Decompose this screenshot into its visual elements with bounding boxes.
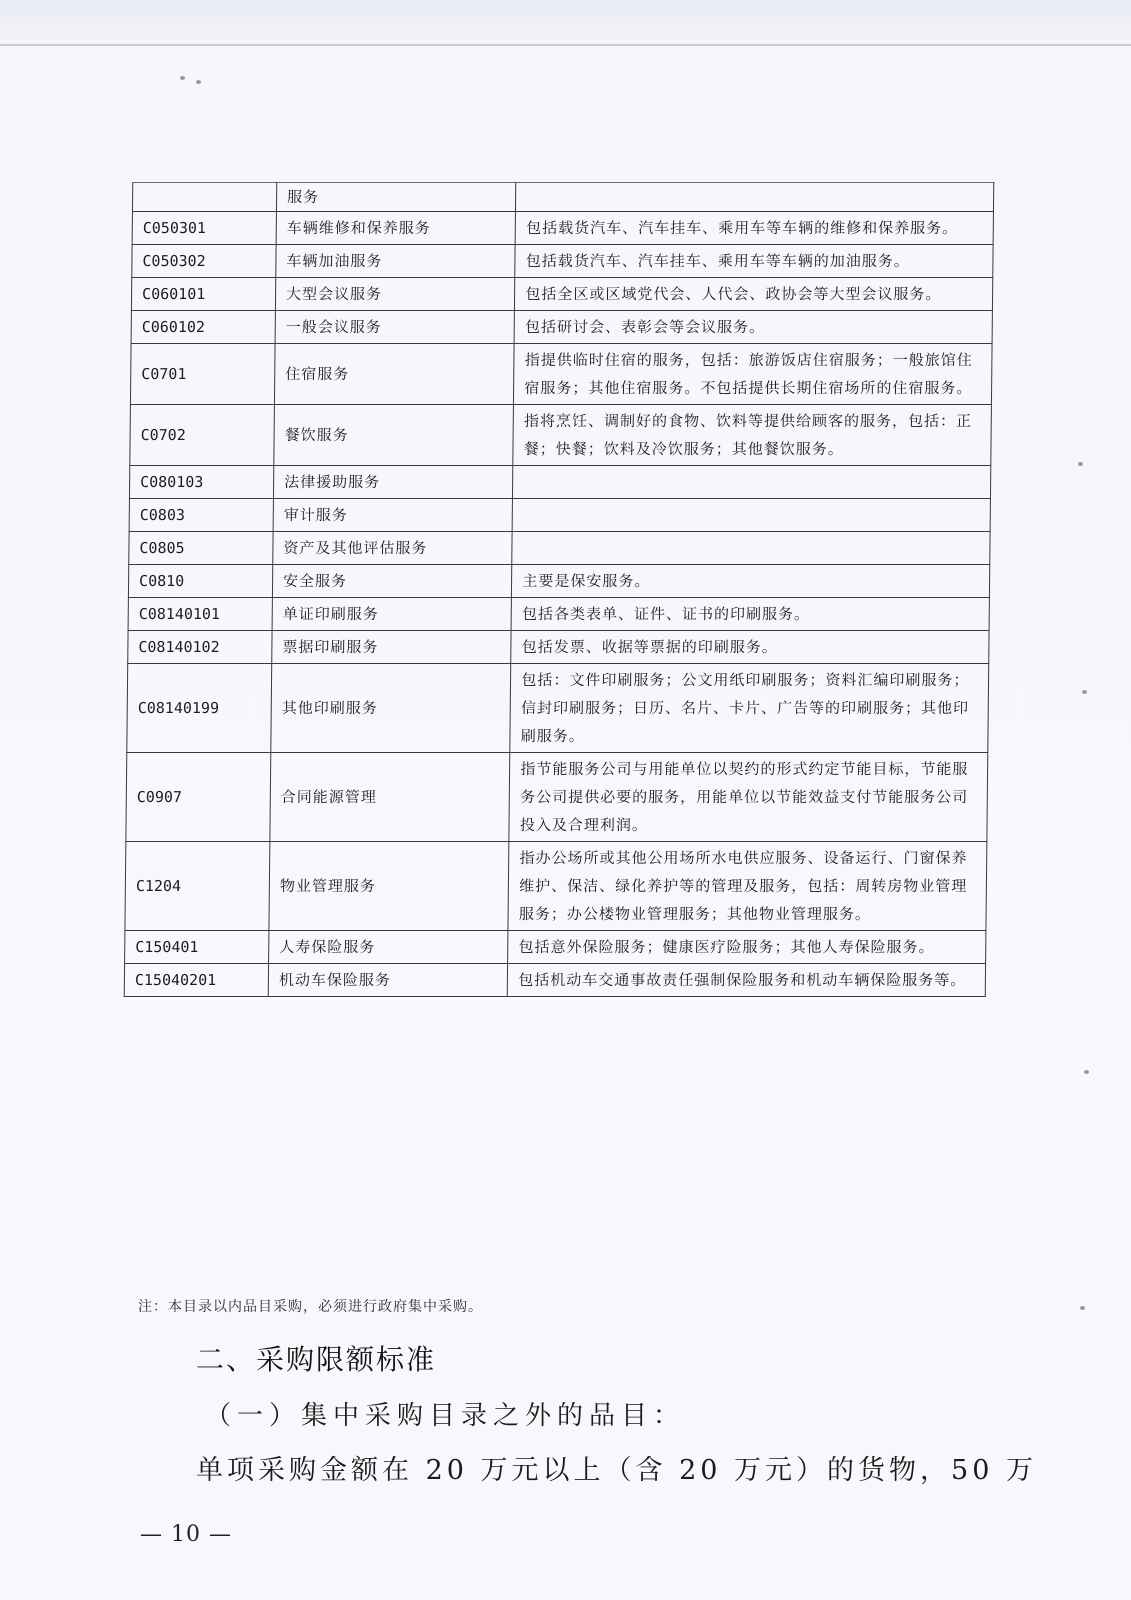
row-name: 资产及其他评估服务 — [273, 532, 513, 565]
row-code: C08140101 — [128, 598, 272, 631]
procurement-catalog-table — [124, 182, 995, 997]
row-code: C08140199 — [127, 664, 272, 753]
row-code: C0803 — [129, 499, 273, 532]
row-desc: 包括全区或区域党代会、人代会、政协会等大型会议服务。 — [515, 278, 993, 311]
table-row — [129, 532, 990, 565]
row-name: 合同能源管理 — [270, 753, 510, 842]
subsection-heading: （一）集中采购目录之外的品目： — [205, 1401, 686, 1431]
table-row — [132, 245, 993, 278]
row-code: C060102 — [131, 311, 275, 344]
row-name: 人寿保险服务 — [269, 931, 509, 964]
table-row-header-continuation — [132, 183, 993, 212]
row-code: C050301 — [132, 212, 276, 245]
row-code: C1204 — [125, 842, 270, 931]
row-desc — [513, 466, 991, 499]
row-code: C15040201 — [124, 964, 268, 997]
scan-speck — [196, 80, 201, 84]
table-footnote: 注：本目录以内品目采购，必须进行政府集中采购。 — [138, 1299, 483, 1315]
row-desc: 包括：文件印刷服务；公文用纸印刷服务；资料汇编印刷服务；信封印刷服务；日历、名片、卡片、广告等的印刷服务；其他印刷服务。 — [510, 664, 989, 753]
row-desc: 指办公场所或其他公用场所水电供应服务、设备运行、门窗保养维护、保洁、绿化养护等的管理及服务，包括：周转房物业管理服务；办公楼物业管理服务；其他物业管理服务。 — [508, 842, 987, 931]
row-desc: 主要是保安服务。 — [512, 565, 990, 598]
table-cell-name: 服务 — [276, 183, 516, 212]
scan-speck — [1082, 690, 1087, 694]
row-desc: 包括载货汽车、汽车挂车、乘用车等车辆的维修和保养服务。 — [515, 212, 993, 245]
table-row — [128, 565, 989, 598]
row-code: C050302 — [132, 245, 276, 278]
page-number: — 10 — — [140, 1522, 232, 1547]
row-code: C0805 — [129, 532, 273, 565]
table-row — [131, 278, 992, 311]
table-row — [132, 212, 993, 245]
table-row — [124, 964, 985, 997]
table-row — [126, 753, 988, 842]
table-row — [129, 499, 990, 532]
row-code: C0810 — [128, 565, 272, 598]
table-row — [130, 344, 992, 405]
row-desc: 包括研讨会、表彰会等会议服务。 — [514, 311, 992, 344]
table-cell-code — [132, 183, 276, 212]
scan-speck — [1080, 1306, 1085, 1310]
row-name: 机动车保险服务 — [268, 964, 508, 997]
row-name: 物业管理服务 — [269, 842, 509, 931]
row-name: 单证印刷服务 — [272, 598, 512, 631]
table-row — [127, 664, 989, 753]
row-desc: 包括意外保险服务；健康医疗险服务；其他人寿保险服务。 — [508, 931, 986, 964]
section-heading: 二、采购限额标准 — [196, 1343, 437, 1376]
body-paragraph: 单项采购金额在 20 万元以上（含 20 万元）的货物，50 万 — [196, 1455, 1037, 1486]
row-name: 车辆加油服务 — [276, 245, 516, 278]
row-desc: 包括各类表单、证件、证书的印刷服务。 — [511, 598, 989, 631]
scan-speck — [1078, 462, 1083, 466]
table-row — [125, 842, 987, 931]
row-name: 车辆维修和保养服务 — [276, 212, 516, 245]
row-desc: 指将烹饪、调制好的食物、饮料等提供给顾客的服务，包括：正餐；快餐；饮料及冷饮服务；其他餐饮服务。 — [513, 405, 991, 466]
row-name: 一般会议服务 — [275, 311, 515, 344]
row-code: C0702 — [130, 405, 275, 466]
table-cell-desc — [516, 183, 994, 212]
scan-speck — [180, 76, 185, 80]
row-name: 住宿服务 — [274, 344, 514, 405]
table-row — [128, 631, 989, 664]
row-name: 票据印刷服务 — [272, 631, 512, 664]
table-row — [125, 931, 986, 964]
scan-speck — [1084, 1070, 1089, 1074]
table-row — [130, 405, 992, 466]
row-name: 法律援助服务 — [273, 466, 513, 499]
row-name: 大型会议服务 — [275, 278, 515, 311]
row-desc — [512, 499, 990, 532]
row-desc: 包括发票、收据等票据的印刷服务。 — [511, 631, 989, 664]
row-code: C08140102 — [128, 631, 272, 664]
row-code: C0907 — [126, 753, 271, 842]
row-name: 安全服务 — [272, 565, 512, 598]
row-name: 其他印刷服务 — [271, 664, 511, 753]
row-code: C0701 — [130, 344, 275, 405]
row-code: C080103 — [129, 466, 273, 499]
row-name: 审计服务 — [273, 499, 513, 532]
row-desc — [512, 532, 990, 565]
scan-edge-line — [0, 44, 1131, 46]
row-desc: 包括载货汽车、汽车挂车、乘用车等车辆的加油服务。 — [515, 245, 993, 278]
row-code: C150401 — [125, 931, 269, 964]
table-row — [129, 466, 990, 499]
row-code: C060101 — [131, 278, 275, 311]
row-desc: 指节能服务公司与用能单位以契约的形式约定节能目标，节能服务公司提供必要的服务，用能单位以节能效益支付节能服务公司投入及合理利润。 — [509, 753, 988, 842]
row-name: 餐饮服务 — [274, 405, 514, 466]
row-desc: 包括机动车交通事故责任强制保险服务和机动车辆保险服务等。 — [508, 964, 986, 997]
row-desc: 指提供临时住宿的服务，包括：旅游饭店住宿服务；一般旅馆住宿服务；其他住宿服务。不包括提供长期住宿场所的住宿服务。 — [514, 344, 992, 405]
table-row — [128, 598, 989, 631]
table-row — [131, 311, 992, 344]
